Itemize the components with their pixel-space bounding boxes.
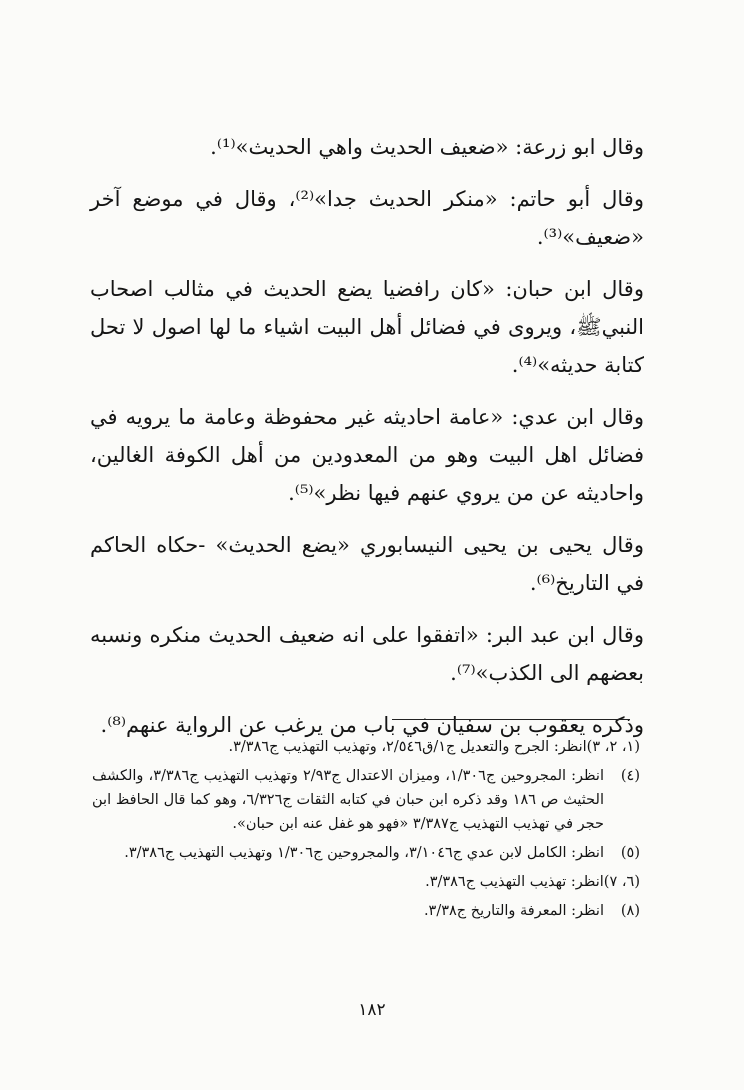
paragraph-ibn-hibban: وقال ابن حبان: «كان رافضيا يضع الحديث في مثالب اصحاب النبيﷺ، ويروى في فضائل أهل البيت اشياء ما لها اصول لا تحل كتابة حديثه»⁽⁴⁾.: [90, 277, 644, 377]
footnote-item: [92, 841, 640, 865]
footnote-text: انظر: الجرح والتعديل ج١/ق٢/٥٤٦، وتهذيب التهذيب ج٣/٣٨٦.: [228, 739, 587, 755]
page-number: ١٨٢: [358, 1000, 386, 1020]
footnote-number: (٨): [620, 903, 640, 919]
paragraph-yahya: وقال يحيى بن يحيى النيسابوري «يضع الحديث» -حكاه الحاكم في التاريخ⁽⁶⁾.: [90, 533, 644, 595]
footnote-number: (٦، ٧): [603, 874, 640, 890]
footnote-item: [92, 870, 640, 894]
footnote-item: [92, 764, 640, 836]
paragraph-ibn-adi: وقال ابن عدي: «عامة احاديثه غير محفوظة وعامة ما يرويه في فضائل اهل البيت وهو من المعدودين من أهل الكوفة الغالين، واحاديثه عن من يروي عنهم فيها نظر»⁽⁵⁾.: [90, 405, 644, 505]
footnote-number: (٤): [620, 768, 640, 784]
paragraph-abu-zura: وقال ابو زرعة: «ضعيف الحديث واهي الحديث»⁽¹⁾.: [210, 135, 644, 159]
paragraph-abu-hatim: وقال أبو حاتم: «منكر الحديث جدا»⁽²⁾، وقال في موضع آخر «ضعيف»⁽³⁾.: [90, 187, 644, 249]
footnote-text: انظر: المجروحين ج١/٣٠٦، وميزان الاعتدال ج٢/٩٣ وتهذيب التهذيب ج٣/٣٨٦، والكشف الحثيث ص ١٨٦ وقد ذكره ابن حبان في كتابه الثقات ج٦/٣٢٦، وهو كما قال الحافظ ابن حجر في تهذيب التهذيب ج٣/٣٨٧ «فهو هو غفل عنه ابن حبان».: [92, 768, 604, 832]
footnote-number: (٥): [620, 845, 640, 861]
footnotes: [92, 735, 640, 928]
paragraph-ibn-abd-al-barr: وقال ابن عبد البر: «اتفقوا على انه ضعيف الحديث منكره ونسبه بعضهم الى الكذب»⁽⁷⁾.: [90, 623, 644, 685]
footnote-item: [92, 735, 640, 759]
footnote-item: [92, 899, 640, 923]
footnote-text: انظر: تهذيب التهذيب ج٣/٣٨٦.: [425, 874, 604, 890]
paragraph-yaqub: وذكره يعقوب بن سفيان في باب من يرغب عن الرواية عنهم⁽⁸⁾.: [100, 713, 644, 737]
footnote-text: انظر: المعرفة والتاريخ ج٣/٣٨.: [423, 903, 604, 919]
footnote-separator: [392, 719, 630, 720]
main-text: [90, 128, 644, 758]
footnote-text: انظر: الكامل لابن عدي ج٣/١٠٤٦، والمجروحين ج١/٣٠٦ وتهذيب التهذيب ج٣/٣٨٦.: [124, 845, 604, 861]
footnote-number: (١، ٢، ٣): [586, 739, 640, 755]
